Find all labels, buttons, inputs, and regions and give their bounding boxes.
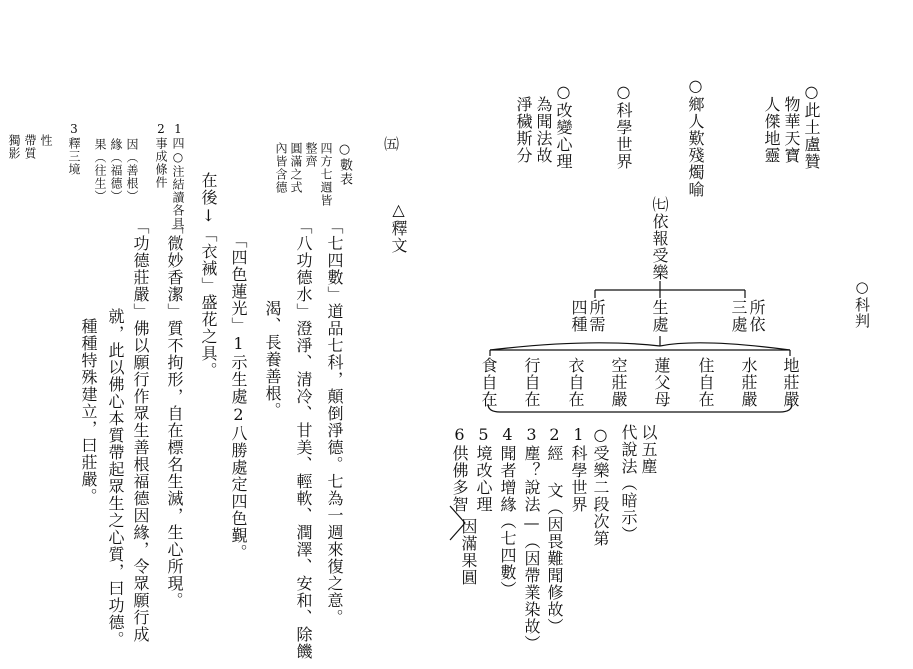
note-zhengqi: 整齊 xyxy=(304,142,318,168)
leaf-5: 空莊嚴 xyxy=(609,357,628,408)
leaf-4: 蓮父母 xyxy=(652,357,671,408)
side-note-daishuo: 代說法（暗示） xyxy=(619,424,638,543)
body-line-7: 「功德莊嚴」佛以願行作眾生善根福德因緣，令眾願行成 xyxy=(131,218,150,643)
stage-3: 3塵？說法—（因帶業染故） xyxy=(522,425,541,652)
body-line-5: 在後↓「衣裓」盛花之具。 xyxy=(199,172,218,379)
body-line-4: 「四色蓮光」1示生處2八勝處定四色覲。 xyxy=(229,232,248,561)
heading-weiwen: 為聞法故 xyxy=(534,96,553,164)
kepan-label: ○科判 xyxy=(853,278,871,329)
body-line-3: 渴、長養善根。 xyxy=(263,300,282,419)
body-line-6: 「微妙香潔」質不拘形，自在標名生滅，生心所現。 xyxy=(165,218,184,609)
small-note-yin: 因（善根） xyxy=(125,138,139,203)
diagram-root: ㈦依報受樂 xyxy=(650,196,669,281)
stage-title: ○受樂二段次第 xyxy=(591,425,610,547)
small-note-daizhi: 帶質 xyxy=(23,134,37,160)
branch-shengchu: 生處 xyxy=(650,299,669,333)
leaf-1: 地莊嚴 xyxy=(781,357,800,408)
stage-5: 5境改心理 xyxy=(474,425,493,513)
small-note-3: 3釋三境 xyxy=(67,122,81,176)
small-note-xing: 性 xyxy=(39,134,53,147)
note-yuanman: 圓滿之式 xyxy=(289,142,303,194)
heading-renjie: 人傑地靈 xyxy=(762,96,781,164)
stage-6b: 因滿果圓 xyxy=(459,518,478,586)
body-line-9: 種種特殊建立，曰莊嚴。 xyxy=(79,318,98,505)
branch-sanchu: 三處 xyxy=(729,299,748,333)
leaf-7: 行自在 xyxy=(522,357,541,408)
section-title-shiwen: △釋文 xyxy=(389,200,408,254)
heading-gaibian: ○改變心理 xyxy=(554,82,573,170)
body-line-8: 就，此以佛心本質帶起眾生之心質，曰功德。 xyxy=(106,308,125,648)
branch-suoxu: 所需 xyxy=(587,299,606,333)
note-sifang: 四方七週皆 xyxy=(319,142,333,207)
note-neijie: 內皆含德 xyxy=(274,142,288,194)
body-line-2: 「八功德水」澄淨、清冷、甘美、輕軟、潤澤、安和、除饑 xyxy=(294,218,313,660)
small-note-1: 1四○注結讀各具 xyxy=(171,122,185,230)
leaf-8: 食自在 xyxy=(479,357,498,408)
body-line-1: 「七四數」道品七科，顛倒淨德。七為一週來復之意。 xyxy=(325,218,344,626)
stage-2a: 2經 xyxy=(545,425,564,462)
stage-2b: 文（因畏難聞修故） xyxy=(545,482,564,635)
branch-sizhong: 四種 xyxy=(569,299,588,333)
stage-6: 6供佛多智 xyxy=(450,425,469,513)
stage-1: 1科學世界 xyxy=(569,425,588,513)
stage-4: 4聞者增緣（七四數） xyxy=(498,425,517,598)
small-note-duying: 獨影 xyxy=(7,134,21,160)
heading-wuhua: 物華天寶 xyxy=(782,96,801,164)
heading-xiangren: ○鄉人歎殘燭喻 xyxy=(686,76,705,198)
heading-kexue: ○科學世界 xyxy=(614,82,633,170)
leaf-2: 水莊嚴 xyxy=(739,357,758,408)
branch-suoyi: 所依 xyxy=(747,299,766,333)
small-note-2: 2事成條件 xyxy=(154,122,168,189)
small-note-yuan: 緣（福德） xyxy=(109,138,123,203)
small-note-guo: 果（往生） xyxy=(93,138,107,203)
heading-cizi: ○此土盧贊 xyxy=(802,82,821,170)
leaf-3: 住自在 xyxy=(696,357,715,408)
note-shubiao: ○數表 xyxy=(337,142,352,186)
side-note-wuchen: 以五塵 xyxy=(639,424,658,475)
leaf-6: 衣自在 xyxy=(566,357,585,408)
heading-jinghui: 淨穢斯分 xyxy=(514,96,533,164)
page-mark: ㈤ xyxy=(382,136,400,152)
